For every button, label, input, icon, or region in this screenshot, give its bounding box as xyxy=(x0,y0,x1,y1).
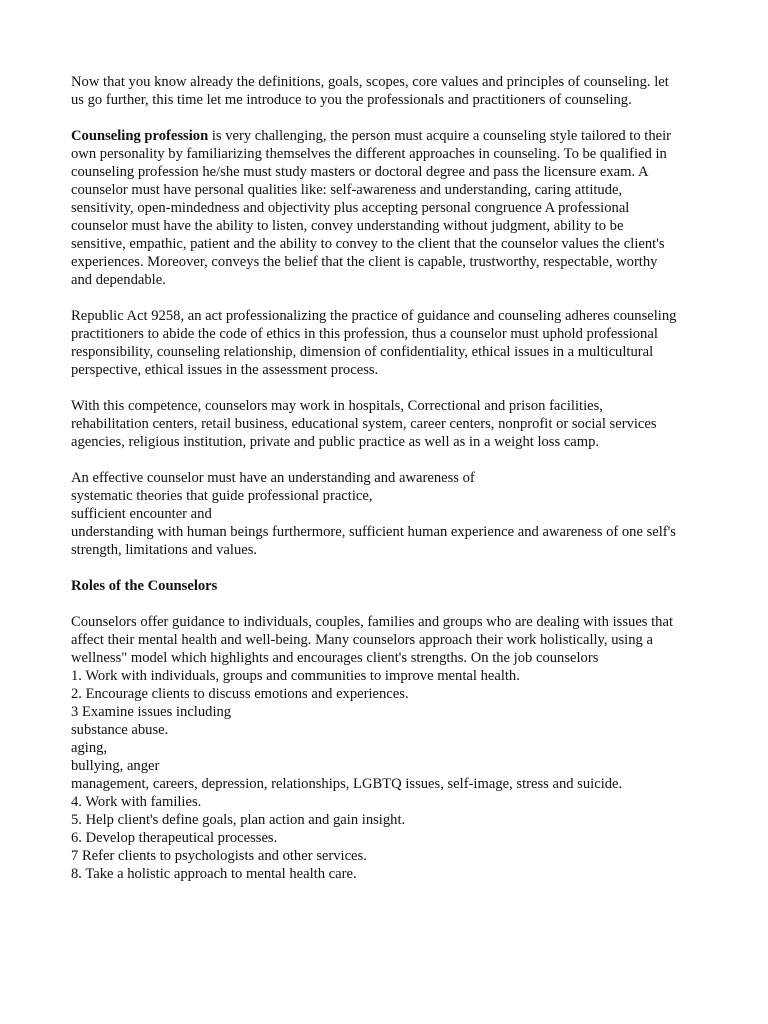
list-item: 3 Examine issues including xyxy=(71,704,232,720)
text-line: own personality by familiarizing themselves the different approaches in counseling. To be qualified in xyxy=(71,146,667,162)
text-line: us go further, this time let me introduce to you the professionals and practitioners of counseling. xyxy=(71,92,632,108)
text-line: strength, limitations and values. xyxy=(71,542,258,558)
list-item: 2. Encourage clients to discuss emotions and experiences. xyxy=(71,686,409,702)
text-line: Now that you know already the definitions, goals, scopes, core values and principles of counseling. let xyxy=(71,74,669,90)
text-line: counseling profession he/she must study masters or doctoral degree and pass the licensure exam. A xyxy=(71,164,649,180)
roles-heading: Roles of the Counselors xyxy=(71,578,218,594)
list-item: 1. Work with individuals, groups and communities to improve mental health. xyxy=(71,668,520,684)
list-item: management, careers, depression, relationships, LGBTQ issues, self-image, stress and suicide. xyxy=(71,776,623,792)
text-line: counselor must have personal qualities like: self-awareness and understanding, caring attitude, xyxy=(71,182,623,198)
workplaces-paragraph xyxy=(71,397,698,451)
republic-act-paragraph xyxy=(71,307,698,379)
text-line: sensitivity, open-mindedness and objectivity plus accepting personal congruence A professional xyxy=(71,200,630,216)
text-line: sensitive, empathic, patient and the ability to convey to the client that the counselor values the client's xyxy=(71,236,665,252)
text-line: experiences. Moreover, conveys the belief that the client is capable, trustworthy, respectable, worthy xyxy=(71,254,658,270)
text-line: systematic theories that guide professional practice, xyxy=(71,488,373,504)
text-line: responsibility, counseling relationship, dimension of confidentiality, ethical issues in a multicultural xyxy=(71,344,654,360)
text-line: agencies, religious institution, private and public practice as well as in a weight loss camp. xyxy=(71,434,600,450)
list-item: 5. Help client's define goals, plan action and gain insight. xyxy=(71,812,406,828)
list-item: 7 Refer clients to psychologists and other services. xyxy=(71,848,367,864)
text-line: understanding with human beings furthermore, sufficient human experience and awareness of one self's xyxy=(71,524,676,540)
text-line: rehabilitation centers, retail business, educational system, career centers, nonprofit or social services xyxy=(71,416,657,432)
text-line: An effective counselor must have an understanding and awareness of xyxy=(71,470,475,486)
text-line: practitioners to abide the code of ethics in this profession, thus a counselor must uphold professional xyxy=(71,326,658,342)
text-line: counselor must have the ability to listen, convey understanding without judgment, ability to be xyxy=(71,218,624,234)
bold-term: Counseling profession xyxy=(71,128,209,144)
text-line: sufficient encounter and xyxy=(71,506,212,522)
list-item: bullying, anger xyxy=(71,758,160,774)
text-line: Republic Act 9258, an act professionalizing the practice of guidance and counseling adheres counseling xyxy=(71,308,677,324)
list-item: substance abuse. xyxy=(71,722,169,738)
list-item: 6. Develop therapeutical processes. xyxy=(71,830,278,846)
text-line: wellness" model which highlights and encourages client's strengths. On the job counselors xyxy=(71,650,599,666)
list-item: 4. Work with families. xyxy=(71,794,202,810)
text-line: Counselors offer guidance to individuals, couples, families and groups who are dealing with issues that xyxy=(71,614,674,630)
text-line: and dependable. xyxy=(71,272,166,288)
intro-paragraph xyxy=(71,73,698,109)
text-line: affect their mental health and well-being. Many counselors approach their work holistically, using a xyxy=(71,632,653,648)
effective-counselor-paragraph xyxy=(71,469,698,559)
text-line xyxy=(71,127,698,145)
profession-paragraph xyxy=(71,127,698,289)
text-line: With this competence, counselors may work in hospitals, Correctional and prison facilities, xyxy=(71,398,603,414)
list-item: 8. Take a holistic approach to mental health care. xyxy=(71,866,357,882)
text-line: perspective, ethical issues in the assessment process. xyxy=(71,362,379,378)
text-fragment: is very challenging, the person must acquire a counseling style tailored to their xyxy=(208,128,672,144)
list-item: aging, xyxy=(71,740,108,756)
roles-paragraph xyxy=(71,613,698,883)
